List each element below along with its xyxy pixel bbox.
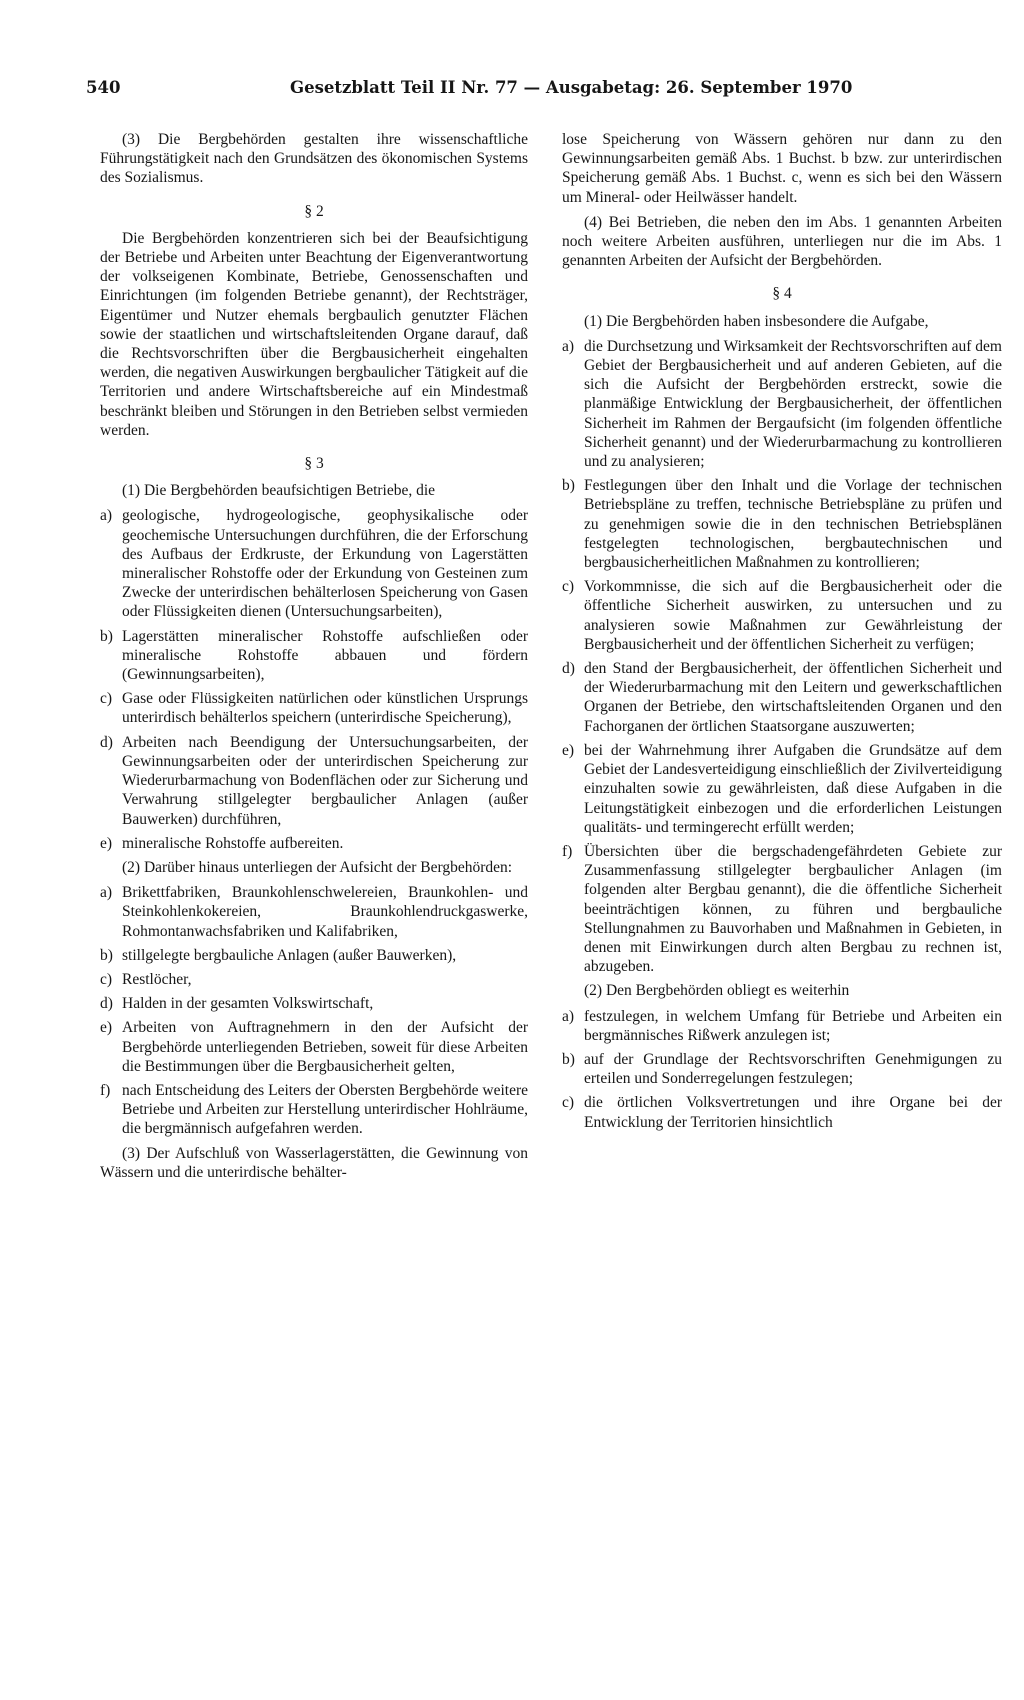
section-3-para-3-start: (3) Der Aufschluß von Wasserlagerstätten, die Gewinnung von Wässern und die unterirdische behälter- [100,1144,528,1181]
item-text: die örtlichen Volksvertretungen und ihre Organe bei der Entwicklung der Territorien hinsichtlich [584,1094,1002,1131]
section-heading-4: § 4 [772,285,792,303]
item-label: c) [100,690,113,708]
item-text: Gase oder Flüssigkeiten natürlichen oder künstlichen Ursprungs unterirdisch behälterlos speichern (unterirdische Speicherung), [122,690,528,727]
item-text: Übersichten über die bergschadengefährdeten Gebiete zur Zusammenfassung stillgelegter bergbaulicher Anlagen (im folgenden alter Bergbau genannt), die die öffentliche Sicherheit beeinträchtigen können, zu führen und bergbauliche Stellungnahmen zu Bauvorhaben und Maßnahmen in Gebieten, in denen mit Einwirkungen durch alten Bergbau zu rechnen ist, abzugeben. [584,842,1002,976]
item-text: Halden in der gesamten Volkswirtschaft, [122,995,374,1013]
item-label: d) [100,733,113,751]
section-3-para-2: (2) Darüber hinaus unterliegen der Aufsicht der Bergbehörden: [122,858,513,876]
item-text: Arbeiten von Auftragnehmern in den der Aufsicht der Bergbehörde unterliegenden Betrieben, soweit für diese Arbeiten die Bestimmungen über die Bergbausicherheit gelten, [122,1019,528,1075]
list-item [562,842,1002,976]
item-label: c) [562,1094,575,1112]
list-item [100,1081,528,1139]
section-3-para-1: (1) Die Bergbehörden beaufsichtigen Betriebe, die [122,482,436,500]
item-label: a) [562,1007,575,1025]
item-label: e) [100,834,113,852]
section-3-para-4: (4) Bei Betrieben, die neben den im Abs. 1 genannten Arbeiten noch weitere Arbeiten ausführen, unterliegen nur die im Abs. 1 genannten Arbeiten der Aufsicht der Bergbehörden. [562,213,1002,270]
page-number: 540 [86,78,121,97]
column-divider [543,130,544,1700]
item-text: stillgelegte bergbauliche Anlagen (außer Bauwerken), [122,946,457,964]
list-item [100,627,528,685]
list-item [562,1007,1002,1045]
item-label: a) [100,507,113,525]
item-text: Restlöcher, [122,970,192,988]
list-item [100,1018,528,1076]
section-4-list-1 [562,337,1002,977]
list-item [100,994,528,1013]
item-label: b) [100,627,113,645]
item-text: Lagerstätten mineralischer Rohstoffe aufschließen oder mineralische Rohstoffe abbauen und fördern (Gewinnungsarbeiten), [122,627,528,684]
page-header [86,78,1002,108]
item-label: c) [562,578,575,596]
item-label: a) [562,337,575,355]
item-label: d) [100,995,113,1013]
item-label: f) [100,1081,111,1099]
list-item [100,689,528,727]
item-text: die Durchsetzung und Wirksamkeit der Rechtsvorschriften auf dem Gebiet der Bergbausicherheit und auf anderen Gebieten, auf die sich die Aufsicht der Bergbehörden erstreckt, sowie die planmäßige Entwicklung der Bergbausicherheit, der öffentlichen Sicherheit im Rahmen der Bergaufsicht (im folgenden öffentliche Sicherheit genannt) und der Wiederurbarmachung zu kontrollieren und zu analysieren; [584,337,1002,471]
item-text: bei der Wahrnehmung ihrer Aufgaben die Grundsätze auf dem Gebiet der Landesverteidigung einschließlich der Zivilverteidigung einzuhalten sowie zu gewährleisten, daß diese Aufgaben in die Leitungstätigkeit einbezogen und die erforderlichen Leistungen qualitäts- und termingerecht erfüllt werden; [584,741,1002,836]
list-item [100,970,528,989]
section-4-para-2: (2) Den Bergbehörden obliegt es weiterhin [584,982,850,1000]
list-item [562,337,1002,471]
list-item [562,476,1002,572]
list-item [100,506,528,621]
item-text: festzulegen, in welchem Umfang für Betriebe und Arbeiten ein bergmännisches Rißwerk anzulegen ist; [584,1007,1002,1044]
item-text: mineralische Rohstoffe aufbereiten. [122,834,344,852]
left-column [100,130,528,1188]
section-2-text: Die Bergbehörden konzentrieren sich bei der Beaufsichtigung der Betriebe und Arbeiten unter Beachtung der Eigenverantwortung der volkseigenen Kombinate, Betriebe, Genossenschaften und Einrichtungen (im folgenden Betriebe genannt), der Rechtsträger, Eigentümer und Nutzer ehemals bergbaulich genutzter Flächen sowie der staatlichen und wirtschaftsleitenden Organe darauf, daß die Rechtsvorschriften über die Bergbausicherheit eingehalten werden, die negativen Auswirkungen bergbaulicher Tätigkeit auf die Territorien und andere Wirtschaftsbereiche auf ein Mindestmaß beschränkt bleiben und Störungen in den Betrieben selbst vermieden werden. [100,229,528,439]
item-text: den Stand der Bergbausicherheit, der öffentlichen Sicherheit und der Wiederurbarmachung mit den Leitern und gewerkschaftlichen Organen der Betriebe, den wirtschaftsleitenden Organen und den Fachorganen der örtlichen Staatsorgane auszuwerten; [584,660,1002,735]
item-text: Vorkommnisse, die sich auf die Bergbausicherheit oder die öffentliche Sicherheit auswirken, zu untersuchen und zu analysieren sowie Maßnahmen zur Gewährleistung der Bergbausicherheit und der öffentlichen Sicherheit zu verfügen; [584,578,1002,653]
list-item [562,659,1002,736]
right-column [562,130,1002,1137]
section-3-list-2 [100,883,528,1138]
section-heading-3: § 3 [304,455,324,473]
list-item [100,733,528,829]
list-item [562,1093,1002,1131]
section-4-para-1: (1) Die Bergbehörden haben insbesondere die Aufgabe, [584,312,929,330]
item-label: e) [100,1019,113,1037]
item-label: c) [100,970,113,988]
running-title: Gesetzblatt Teil II Nr. 77 — Ausgabetag: 26. September 1970 [290,78,853,97]
paragraph-intro: (3) Die Bergbehörden gestalten ihre wissenschaftliche Führungstätigkeit nach den Grundsätzen des ökonomischen Systems des Sozialismus. [100,131,528,187]
section-3-list-1 [100,506,528,852]
list-item [562,741,1002,837]
item-label: b) [562,477,575,495]
item-label: b) [100,946,113,964]
item-text: Festlegungen über den Inhalt und die Vorlage der technischen Betriebspläne zu treffen, technische Betriebspläne zu prüfen und zu genehmigen sowie die in den technischen Betriebsplänen festgelegten technologischen, bergbautechnischen und bergbausicherheitlichen Maßnahmen zu kontrollieren; [584,477,1002,572]
item-text: Arbeiten nach Beendigung der Untersuchungsarbeiten, der Gewinnungsarbeiten oder der unterirdischen Speicherung zur Wiederurbarmachung von Bodenflächen oder zur Sicherung und Verwahrung stillgelegter bergbaulicher Anlagen (außer Bauwerken) durchführen, [122,733,528,828]
list-item [100,834,528,853]
section-heading-2: § 2 [304,202,324,220]
item-label: e) [562,741,575,759]
item-label: a) [100,884,113,902]
item-label: f) [562,842,573,860]
list-item [562,577,1002,654]
list-item [562,1050,1002,1088]
section-4-list-2 [562,1007,1002,1132]
item-text: auf der Grundlage der Rechtsvorschriften Genehmigungen zu erteilen und Sonderregelungen festzulegen; [584,1050,1002,1088]
item-label: d) [562,660,575,678]
item-text: geologische, hydrogeologische, geophysikalische oder geochemische Untersuchungen durchführen, die der Erforschung des Aufbaus der Erdkruste, der Erkundung von Lagerstätten mineralischer Rohstoffe oder der Erkundung von Gesteinen zum Zwecke der unterirdischen behälterlosen Speicherung von Gasen oder Flüssigkeiten dienen (Untersuchungsarbeiten), [122,507,528,621]
item-text: Brikettfabriken, Braunkohlenschwelereien, Braunkohlen- und Steinkohlenkokereien, Braunkohlendruckgaswerke, Rohmontanwachsfabriken und Kalifabriken, [122,884,528,940]
list-item [100,883,528,941]
list-item [100,946,528,965]
item-label: b) [562,1050,575,1068]
item-text: nach Entscheidung des Leiters der Obersten Bergbehörde weitere Betriebe und Arbeiten zur Herstellung unterirdischer Hohlräume, die bergmännisch aufgefahren werden. [122,1081,528,1138]
section-3-para-3-continued: lose Speicherung von Wässern gehören nur dann zu den Gewinnungsarbeiten gemäß Abs. 1 Buchst. b bzw. zur unterirdischen Speicherung gemäß Abs. 1 Buchst. c, wenn es sich bei den Wässern um Mineral- oder Heilwässer handelt. [562,131,1002,206]
